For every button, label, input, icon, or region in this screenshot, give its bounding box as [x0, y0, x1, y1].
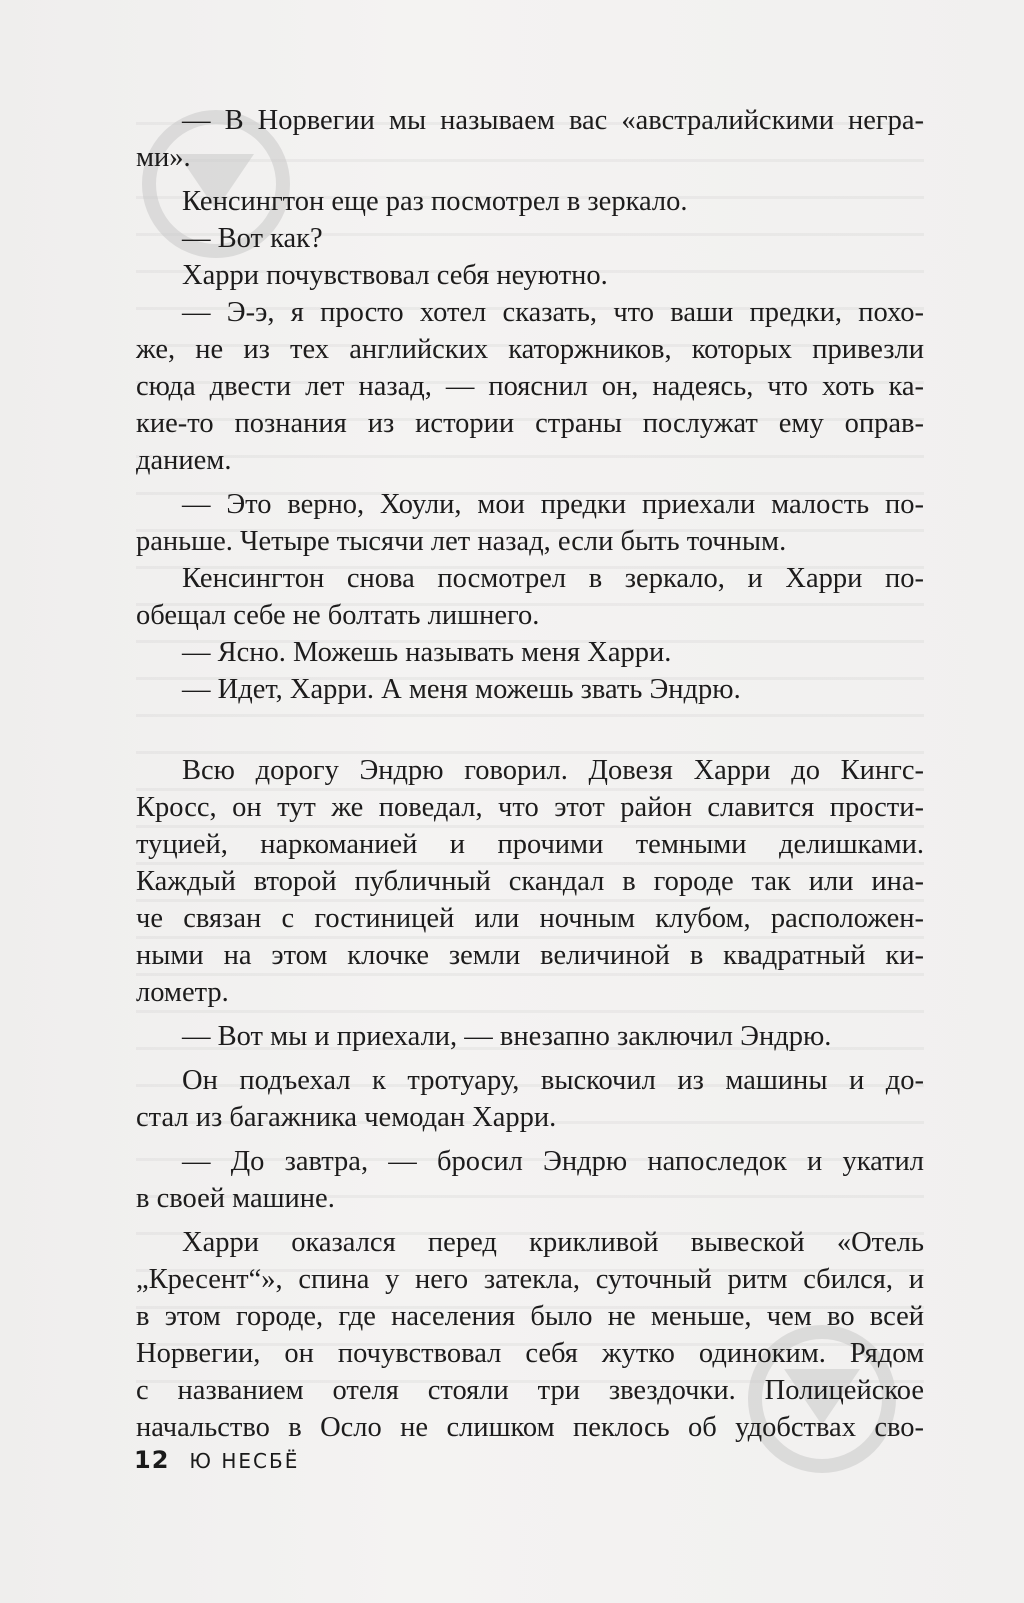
text-line: че связан с гостиницей или ночным клубом, расположен-: [136, 903, 924, 934]
paragraph: [136, 220, 924, 257]
text-line: же, не из тех английских каторжников, которых привезли: [136, 334, 924, 365]
text-line: ными на этом клочке земли величиной в квадратный ки-: [136, 940, 924, 971]
text-line: лометр.: [136, 977, 229, 1008]
text-line: — Идет, Харри. А меня можешь звать Эндрю.: [182, 674, 741, 705]
text-line: „Кресент“», спина у него затекла, суточный ритм сбился, и: [136, 1264, 924, 1295]
text-line: данием.: [136, 445, 232, 476]
text-line: Кенсингтон еще раз посмотрел в зеркало.: [182, 186, 688, 217]
paragraph: [136, 634, 924, 671]
text-line: — В Норвегии мы называем вас «австралийскими негра-: [182, 105, 924, 136]
paragraph: [136, 560, 924, 634]
paragraph: [136, 183, 924, 220]
running-head: Ю НЕСБЁ: [189, 1449, 300, 1473]
text-line: раньше. Четыре тысячи лет назад, если быть точным.: [136, 526, 787, 557]
text-line: начальство в Осло не слишком пеклось об удобствах сво-: [136, 1412, 924, 1443]
paragraph: [136, 1062, 924, 1136]
text-line: — Вот как?: [182, 223, 323, 254]
text-line: кие-то познания из истории страны послужат ему оправ-: [136, 408, 924, 439]
text-line: сюда двести лет назад, — пояснил он, надеясь, что хоть ка-: [136, 371, 924, 402]
text-line: — Это верно, Хоули, мои предки приехали малость по-: [182, 489, 924, 520]
text-line: Кросс, он тут же поведал, что этот район славится прости-: [136, 792, 924, 823]
text-line: Норвегии, он почувствовал себя жутко одиноким. Рядом: [136, 1338, 924, 1369]
text-line: Кенсингтон снова посмотрел в зеркало, и Харри по-: [182, 563, 924, 594]
text-line: — Ясно. Можешь называть меня Харри.: [182, 637, 672, 668]
paragraph: [136, 1018, 924, 1055]
paragraph: [136, 102, 924, 176]
paragraph: [136, 752, 924, 1011]
text-line: туцией, наркоманией и прочими темными делишками.: [136, 829, 924, 860]
paragraph: [136, 294, 924, 479]
text-line: Он подъехал к тротуару, выскочил из машины и до-: [182, 1065, 924, 1096]
paragraph: [136, 486, 924, 560]
paragraph: [136, 257, 924, 294]
text-line: в этом городе, где населения было не меньше, чем во всей: [136, 1301, 924, 1332]
text-line: Всю дорогу Эндрю говорил. Довезя Харри до Кингс-: [182, 755, 924, 786]
text-line: — Э-э, я просто хотел сказать, что ваши предки, похо-: [182, 297, 924, 328]
text-line: — Вот мы и приехали, — внезапно заключил Эндрю.: [182, 1021, 832, 1052]
text-line: — До завтра, — бросил Эндрю напоследок и укатил: [182, 1146, 924, 1177]
paragraph: [136, 1224, 924, 1446]
page-number: 12: [134, 1446, 170, 1474]
text-line: Харри почувствовал себя неуютно.: [182, 260, 608, 291]
body-text: [136, 102, 924, 1446]
text-line: ми».: [136, 142, 191, 173]
text-line: стал из багажника чемодан Харри.: [136, 1102, 557, 1133]
page-footer: [134, 1446, 299, 1480]
text-line: обещал себе не болтать лишнего.: [136, 600, 540, 631]
text-line: Каждый второй публичный скандал в городе так или ина-: [136, 866, 924, 897]
paragraph: [136, 671, 924, 708]
text-line: Харри оказался перед крикливой вывеской «Отель: [182, 1227, 924, 1258]
paragraph: [136, 1143, 924, 1217]
text-line: в своей машине.: [136, 1183, 335, 1214]
text-line: с названием отеля стояли три звездочки. Полицейское: [136, 1375, 924, 1406]
